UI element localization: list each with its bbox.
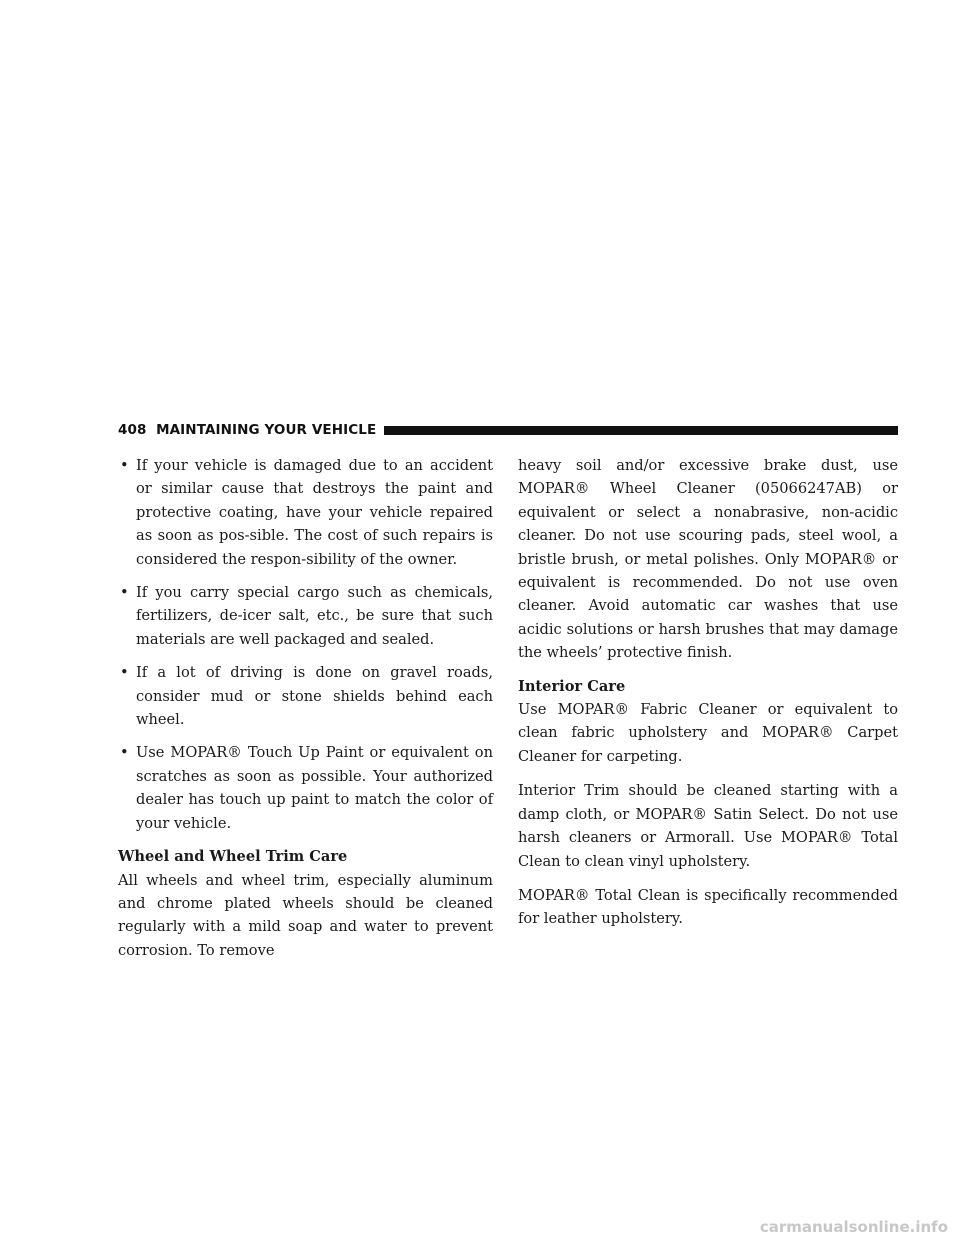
bullet-text: If a lot of driving is done on gravel roads, consider mud or stone shields behind each wheel. [136,664,493,729]
bullet-item [118,454,493,571]
wheel-care-continuation: heavy soil and/or excessive brake dust, use MOPAR® Wheel Cleaner (05066247AB) or equivalent or select a nonabrasive, non-acidic cleaner. Do not use scouring pads, steel wool, a bristle brush, or metal polishes. Only MOPAR® or equivalent is recommended. Do not use oven cleaner. Avoid automatic car washes that use acidic solutions or harsh brushes that may damage the wheels’ protective finish. [518,457,898,662]
interior-trim-paragraph: Interior Trim should be cleaned starting with a damp cloth, or MOPAR® Satin Select. Do not use harsh cleaners or Armorall. Use MOPAR® Total Clean to clean vinyl upholstery. [518,782,898,870]
bullet-text: If your vehicle is damaged due to an accident or similar cause that destroys the paint and protective coating, have your vehicle repaired as soon as pos-sible. The cost of such repairs is considered the respon-sibility of the owner. [136,457,493,568]
bullet-text: Use MOPAR® Touch Up Paint or equivalent on scratches as soon as possible. Your authorized dealer has touch up paint to match the color of your vehicle. [136,744,493,832]
bullet-icon: • [120,457,129,474]
bullet-icon: • [120,664,129,682]
right-column [518,454,898,942]
watermark: carmanualsonline.info [759,1218,948,1236]
section-title: MAINTAINING YOUR VEHICLE [156,422,377,438]
bullet-icon: • [120,744,129,762]
wheel-care-paragraph: All wheels and wheel trim, especially aluminum and chrome plated wheels should be cleaned regularly with a mild soap and water to prevent corrosion. To remove [118,871,493,959]
page-number: 408 [118,422,147,438]
bullet-item [118,661,493,731]
bullet-item [118,581,493,651]
page-header [118,420,898,440]
leather-paragraph: MOPAR® Total Clean is specifically recommended for leather upholstery. [518,886,898,928]
interior-care-heading: Interior Care [518,677,626,695]
bullet-text: If you carry special cargo such as chemicals, fertilizers, de-icer salt, etc., be sure that such materials are well packaged and sealed. [136,584,493,648]
bullet-icon: • [120,584,129,602]
left-column [118,454,493,973]
wheel-care-heading: Wheel and Wheel Trim Care [118,848,348,866]
bullet-item [118,741,493,835]
header-rule [384,426,898,435]
header-title [118,422,376,438]
interior-care-paragraph: Use MOPAR® Fabric Cleaner or equivalent to clean fabric upholstery and MOPAR® Carpet Cleaner for carpeting. [518,701,898,765]
